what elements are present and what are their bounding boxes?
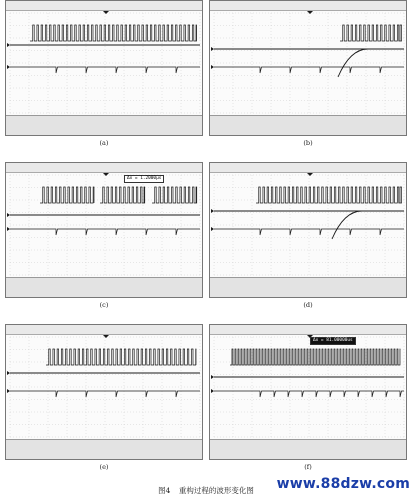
channel-marker — [211, 65, 214, 69]
trigger-marker — [307, 11, 313, 14]
channel-marker — [7, 371, 10, 375]
pulse-trace — [256, 187, 402, 203]
oscilloscope-screen — [5, 0, 203, 136]
cursor-readout: Δx = 81.00000us — [310, 337, 356, 345]
channel-marker — [7, 389, 10, 393]
pulse-trace — [100, 187, 145, 203]
panel-label: (c) — [99, 301, 109, 309]
panel-label: (f) — [304, 463, 312, 471]
oscilloscope-screen — [209, 162, 407, 298]
menu-bar — [210, 439, 406, 459]
panel-label: (b) — [303, 139, 313, 147]
trigger-marker — [103, 11, 109, 14]
menu-bar — [210, 277, 406, 297]
channel-marker — [211, 375, 214, 379]
channel-marker — [7, 43, 10, 47]
channel-marker — [7, 227, 10, 231]
waveform-traces — [7, 335, 200, 397]
panel-label: (a) — [99, 139, 109, 147]
oscilloscope-screen — [209, 0, 407, 136]
menu-bar — [6, 439, 202, 459]
waveform-traces — [7, 173, 200, 235]
channel-marker — [211, 227, 214, 231]
cursor-readout: Δx = 1.2000µs — [124, 175, 164, 183]
menu-bar — [6, 115, 202, 135]
trigger-marker — [103, 173, 109, 176]
channel-marker — [7, 65, 10, 69]
channel-marker — [211, 47, 214, 51]
pulse-trace — [46, 349, 196, 365]
waveform-traces — [7, 11, 200, 73]
menu-bar — [210, 115, 406, 135]
waveform-traces — [211, 11, 404, 77]
pulse-trace — [152, 187, 197, 203]
grid — [214, 13, 404, 113]
oscilloscope-screen — [209, 324, 407, 460]
menu-bar — [6, 277, 202, 297]
figure-title: 重构过程的波形变化图 — [178, 486, 254, 495]
watermark: www.88dzw.com — [276, 476, 410, 492]
trigger-marker — [307, 173, 313, 176]
channel-marker — [211, 389, 214, 393]
oscilloscope-screen — [5, 324, 203, 460]
waveform-traces — [211, 335, 404, 397]
pulse-trace — [30, 25, 197, 41]
oscilloscope-screen — [5, 162, 203, 298]
waveform-traces — [211, 173, 404, 239]
pulse-trace — [340, 25, 402, 41]
pulse-trace — [40, 187, 94, 203]
panel-label: (e) — [99, 463, 109, 471]
trigger-marker — [103, 335, 109, 338]
figure-number: 图4 — [158, 486, 171, 495]
grid — [214, 337, 404, 437]
panel-label: (d) — [303, 301, 313, 309]
channel-marker — [7, 213, 10, 217]
channel-marker — [211, 209, 214, 213]
pulse-trace — [230, 349, 400, 365]
